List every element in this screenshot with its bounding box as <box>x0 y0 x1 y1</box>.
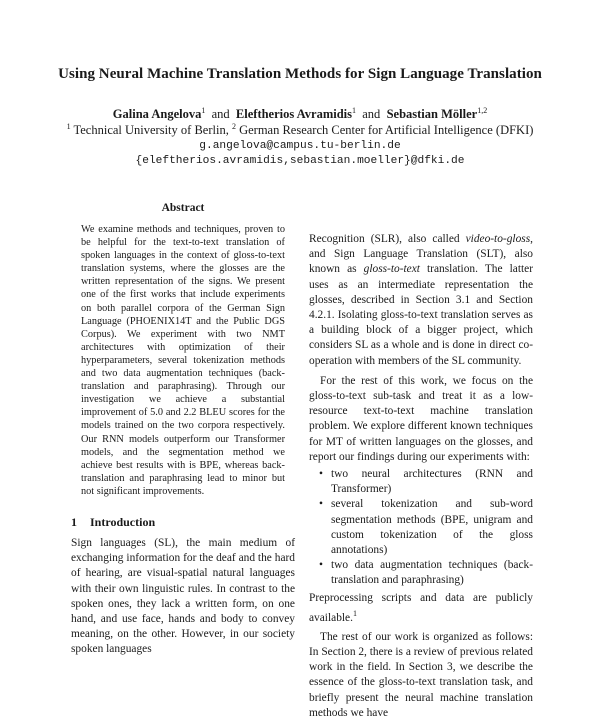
author-name: Eleftherios Avramidis <box>235 107 352 122</box>
right-paragraph-4: The rest of our work is organized as follows: In Section 2, there is a review of previous related work in the field. In Section 3, we describe the essence of the gloss-to-text translation task, and briefly present the neural machine translation methods we have <box>309 630 533 719</box>
text-span: translation. The latter uses as an intermediate representation the glosses, described in Section 3.1 and Section 4.2.1. Isolating gloss-to-text translation serves as a building block of a bigger project, which considers SL as a whole and is done in direct co-operation with members of the SL community. <box>309 263 533 367</box>
author-sup: 1 <box>352 106 356 115</box>
bullet-list <box>309 467 533 589</box>
author-sup: 1,2 <box>477 106 488 115</box>
author-line <box>0 106 600 122</box>
list-item-text: several tokenization and sub-word segmentation methods (BPE, unigram and custom tokenization of the gloss annotations) <box>331 498 533 557</box>
abstract-text: We examine methods and techniques, proven to be helpful for the text-to-text translation of spoken languages in the context of gloss-to-text translation systems, where the glosses are the written representation of the signs. We present one of the first works that include experiments on both parallel corpora of the German Sign Language (PHOENIX14T and the Public DGS Corpus). We experiment with two NMT architectures with optimization of their hyperparameters, several tokenization methods and two data augmentation techniques (back-translation and paraphrasing). Through our investigation we achieve a substantial improvement of 5.0 and 2.2 BLEU scores for the models trained on the two corpora respectively. Our RNN models outperform our Transformer models, and the segmentation method we achieve best results with is BPE, whereas back-translation and paraphrasing lead to minor but not significant improvements. <box>81 224 285 497</box>
text-span: , and Sign Language Translation (SLT), also known as <box>309 233 533 276</box>
section-heading <box>71 515 295 530</box>
section-title: Introduction <box>90 514 156 529</box>
author-name: Galina Angelova <box>112 107 202 122</box>
author-sep: and <box>362 107 381 122</box>
email-line: {eleftherios.avramidis,sebastian.moeller}@dfki.de <box>135 155 465 167</box>
text-span: Preprocessing scripts and data are publicly available. <box>309 591 533 624</box>
bullet-icon: • <box>319 468 323 481</box>
text-span: Recognition (SLR), also called <box>309 233 466 245</box>
affil-name: German Research Center for Artificial Intelligence (DFKI) <box>239 123 534 138</box>
list-item <box>319 467 533 497</box>
affiliations <box>0 122 600 138</box>
abstract-heading: Abstract <box>161 202 205 214</box>
italic-term: gloss-to-text <box>363 263 420 276</box>
affil-name: Technical University of Berlin, <box>73 123 229 138</box>
list-item-text: two data augmentation techniques (back-translation and paraphrasing) <box>331 559 533 587</box>
right-paragraph-2: For the rest of this work, we focus on the gloss-to-text sub-task and treat it as a low-resource text-to-text machine translation problem. We explore different known techniques for MT of written languages on the glosses, and report our findings during our experiments with: <box>309 374 533 463</box>
bullet-icon: • <box>319 559 323 572</box>
right-paragraph-1 <box>309 232 533 369</box>
right-column <box>309 232 533 721</box>
email-line: g.angelova@campus.tu-berlin.de <box>199 140 401 152</box>
affil-sup: 2 <box>231 122 236 131</box>
author-sup: 1 <box>201 106 206 115</box>
affil-sup: 1 <box>66 122 71 131</box>
author-sep: and <box>211 107 230 122</box>
list-item <box>319 497 533 558</box>
list-item <box>319 558 533 588</box>
paper-title: Using Neural Machine Translation Methods for Sign Language Translation <box>58 66 542 82</box>
intro-paragraph: Sign languages (SL), the main medium of exchanging information for the deaf and the hard of hearing, are visual-spatial natural languages with their own linguistic rules. In contrast to the spoken ones, they lack a written form, on one hand, and use face, hands and body to convey meaning, on the other. However, in our society spoken languages <box>71 536 295 656</box>
right-paragraph-3 <box>309 591 533 626</box>
italic-term: video-to-gloss <box>465 233 531 245</box>
list-item-text: two neural architectures (RNN and Transformer) <box>331 468 533 496</box>
bullet-icon: • <box>319 498 323 511</box>
left-column <box>71 202 295 658</box>
section-number: 1 <box>71 514 77 529</box>
author-name: Sebastian Möller <box>386 107 478 122</box>
footnote-marker: 1 <box>352 608 357 618</box>
